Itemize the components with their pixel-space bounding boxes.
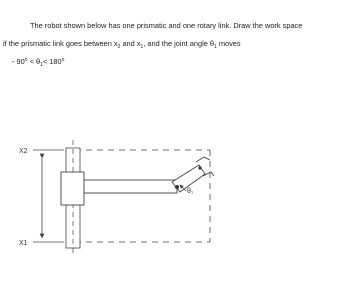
label-x2: X2: [19, 148, 28, 155]
problem-line-3: - $90^o < \theta_1< 180^o$: [12, 57, 65, 68]
horizontal-link: [84, 180, 177, 193]
problem-line-2: if the prismatic link goes between $x_2$ and $x_1$, and the joint angle $\theta_1$ moves: [3, 39, 241, 50]
problem-line-1: The robot shown below has one prismatic and one rotary link. Draw the work space: [30, 21, 303, 30]
label-x1: X1: [19, 240, 28, 247]
prismatic-carriage: [61, 172, 84, 205]
label-theta1: θ₁: [187, 188, 194, 195]
rotary-joint: [175, 185, 179, 189]
workspace-boundary-dashed: [75, 150, 210, 242]
gripper-joint: [198, 166, 201, 169]
